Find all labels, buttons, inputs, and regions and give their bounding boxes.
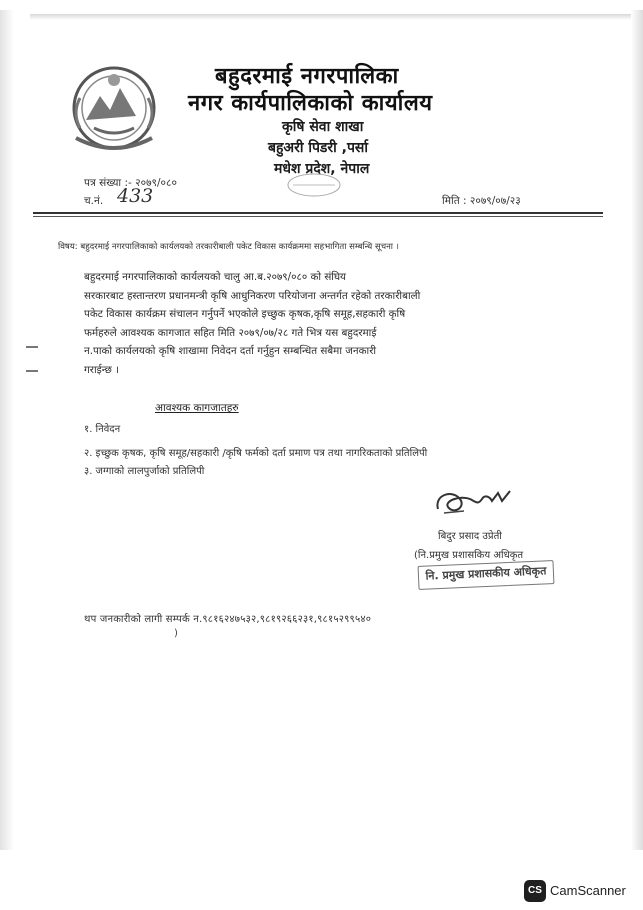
requirement-item: ३. जग्गाको लालपुर्जाको प्रतिलिपी xyxy=(84,466,205,477)
signatory-name: बिदुर प्रसाद उप्रेती xyxy=(438,531,502,542)
scan-edge-right xyxy=(631,10,643,850)
letter-reference-number: पत्र संख्या :- २०७९/०८० xyxy=(84,177,177,189)
stray-mark: ) xyxy=(174,628,178,639)
scan-edge-left xyxy=(0,10,14,850)
letterhead-address: बहुअरी पिडरी ,पर्सा xyxy=(268,140,369,156)
camscanner-logo-icon: CS xyxy=(524,880,546,902)
letter-subject: विषय: बहुदरमाई नगरपालिकाको कार्यलयको तरकारीबाली पकेट विकास कार्यक्रममा सहभागिता सम्बन्धि सूचना । xyxy=(58,242,399,252)
signatory-title: (नि.प्रमुख प्रशासकिय अधिकृत xyxy=(414,550,524,561)
designation-stamp: नि. प्रमुख प्रशासकीय अधिकृत xyxy=(418,560,555,590)
letterhead-section: कृषि सेवा शाखा xyxy=(282,119,364,135)
header-divider-thick xyxy=(33,212,603,214)
letter-body: बहुदरमाई नगरपालिकाको कार्यलयको चालु आ.ब.२०७९/०८० को संघिय सरकारबाट हस्तान्तरण प्रधानमन्त्री कृषि आधुनिकरण परियोजना अन्तर्गत रहेको तरकारीबाली पकेट विकास कार्यक्रम संचालन गर्नुपर्ने भएकोले इच्छुक कृषक,कृषि समूह,सहकारी कृषि फर्महरुले आवश्यक कागजात सहित मिति २०७९/०७/२८ गते भित्र यस बहुदरमाई न.पाको कार्यलयको कृषि शाखामा निवेदन दर्ता गर्नुहुन सम्बन्धित सबैमा जनकारी गराईन्छ । xyxy=(84,271,421,376)
letter-date: मिति : २०७९/०७/२३ xyxy=(442,195,521,207)
faint-stamp-mark xyxy=(285,172,343,198)
requirement-item: १. निवेदन xyxy=(84,424,121,435)
letterhead-province: मधेश प्रदेश, नेपाल xyxy=(274,161,370,177)
dispatch-number-handwritten: 433 xyxy=(117,185,154,207)
margin-mark xyxy=(26,370,38,372)
letterhead-office-name: नगर कार्यपालिकाको कार्यालय xyxy=(188,91,433,116)
handwritten-signature xyxy=(430,485,520,519)
requirements-heading: आवश्यक कागजातहरु xyxy=(155,402,239,414)
municipality-emblem xyxy=(66,58,162,158)
contact-info: थप जनकारीको लागी सम्पर्क न.९८१६२४७५३२,९८१९२६६२३१,९८१५२९९५४० xyxy=(84,614,372,625)
camscanner-watermark xyxy=(524,880,634,902)
margin-mark xyxy=(26,346,38,348)
header-divider-thin xyxy=(33,216,603,217)
letterhead-municipality-name: बहुदरमाई नगरपालिका xyxy=(215,64,399,89)
dispatch-number-label: च.नं. xyxy=(84,195,104,207)
camscanner-label: CamScanner xyxy=(550,883,626,898)
scan-edge-top xyxy=(30,14,631,20)
requirement-item: २. इच्छुक कृषक, कृषि समूह/सहकारी /कृषि फर्मको दर्ता प्रमाण पत्र तथा नागरिकताको प्रतिलिपी xyxy=(84,448,428,459)
